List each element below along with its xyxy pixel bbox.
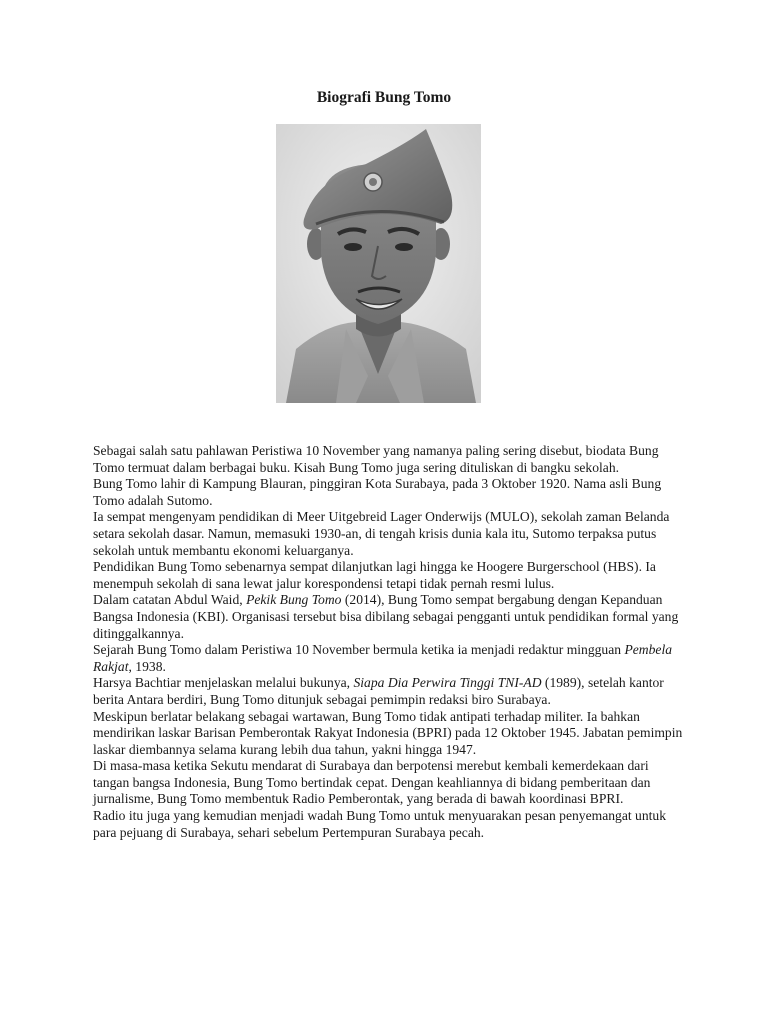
paragraph-text: (2014), Bung Tomo sempat bergabung dengan Kepanduan Bangsa Indonesia (KBI). Organisasi tersebut bisa dibilang sebagai pengganti untuk pendidikan formal yang ditinggalkannya. (93, 592, 679, 641)
paragraph (93, 592, 683, 642)
paragraph: Pendidikan Bung Tomo sebenarnya sempat dilanjutkan lagi hingga ke Hoogere Burgerschool (HBS). Ia menempuh sekolah di sana lewat jalur korespondensi tetapi tidak pernah resmi lulus. (93, 559, 656, 591)
article-body (93, 443, 683, 841)
portrait-photo (276, 124, 481, 403)
book-title: Pekik Bung Tomo (246, 592, 342, 608)
paragraph: Meskipun berlatar belakang sebagai wartawan, Bung Tomo tidak antipati terhadap militer. Ia bahkan mendirikan laskar Barisan Pemberontak Rakyat Indonesia (BPRI) pada 12 Oktober 1945. Jabatan pemimpin laskar diembannya selama kurang lebih dua tahun, yakni hingga 1947. (93, 708, 683, 757)
paragraph: Ia sempat mengenyam pendidikan di Meer Uitgebreid Lager Onderwijs (MULO), sekolah zaman Belanda setara sekolah dasar. Namun, memasuki 1930-an, di tengah krisis dunia kala itu, Sutomo terpaksa putus sekolah untuk membantu ekonomi keluarganya. (93, 509, 670, 558)
paragraph-text: Sejarah Bung Tomo dalam Peristiwa 10 November bermula ketika ia menjadi redaktur mingguan (93, 642, 625, 658)
paragraph: Bung Tomo lahir di Kampung Blauran, pinggiran Kota Surabaya, pada 3 Oktober 1920. Nama asli Bung Tomo adalah Sutomo. (93, 476, 662, 508)
paragraph: Di masa-masa ketika Sekutu mendarat di Surabaya dan berpotensi merebut kembali kemerdekaan dari tangan bangsa Indonesia, Bung Tomo bertindak cepat. Dengan keahliannya di bidang pemberitaan dan jurnalisme, Bung Tomo membentuk Radio Pemberontak, yang berada di bawah koordinasi BPRI. (93, 758, 651, 807)
page-title: Biografi Bung Tomo (316, 89, 452, 106)
paragraph-text: Dalam catatan Abdul Waid, (93, 592, 247, 608)
newspaper-title: Pembela Rakjat (93, 642, 673, 674)
portrait-illustration (276, 124, 481, 403)
book-title: Siapa Dia Perwira Tinggi TNI-AD (353, 675, 542, 691)
paragraph: Sebagai salah satu pahlawan Peristiwa 10 November yang namanya paling sering disebut, biodata Bung Tomo termuat dalam berbagai buku. Kisah Bung Tomo juga sering dituliskan di bangku sekolah. (93, 443, 659, 475)
paragraph (93, 675, 683, 708)
paragraph: Radio itu juga yang kemudian menjadi wadah Bung Tomo untuk menyuarakan pesan penyemangat untuk para pejuang di Surabaya, sehari sebelum Pertempuran Surabaya pecah. (93, 808, 667, 840)
paragraph (93, 642, 683, 675)
paragraph-text: , 1938. (128, 658, 166, 674)
paragraph-text: Harsya Bachtiar menjelaskan melalui bukunya, (93, 675, 354, 691)
paragraph-text: (1989), setelah kantor berita Antara berdiri, Bung Tomo ditunjuk sebagai pemimpin redaksi biro Surabaya. (93, 675, 664, 707)
